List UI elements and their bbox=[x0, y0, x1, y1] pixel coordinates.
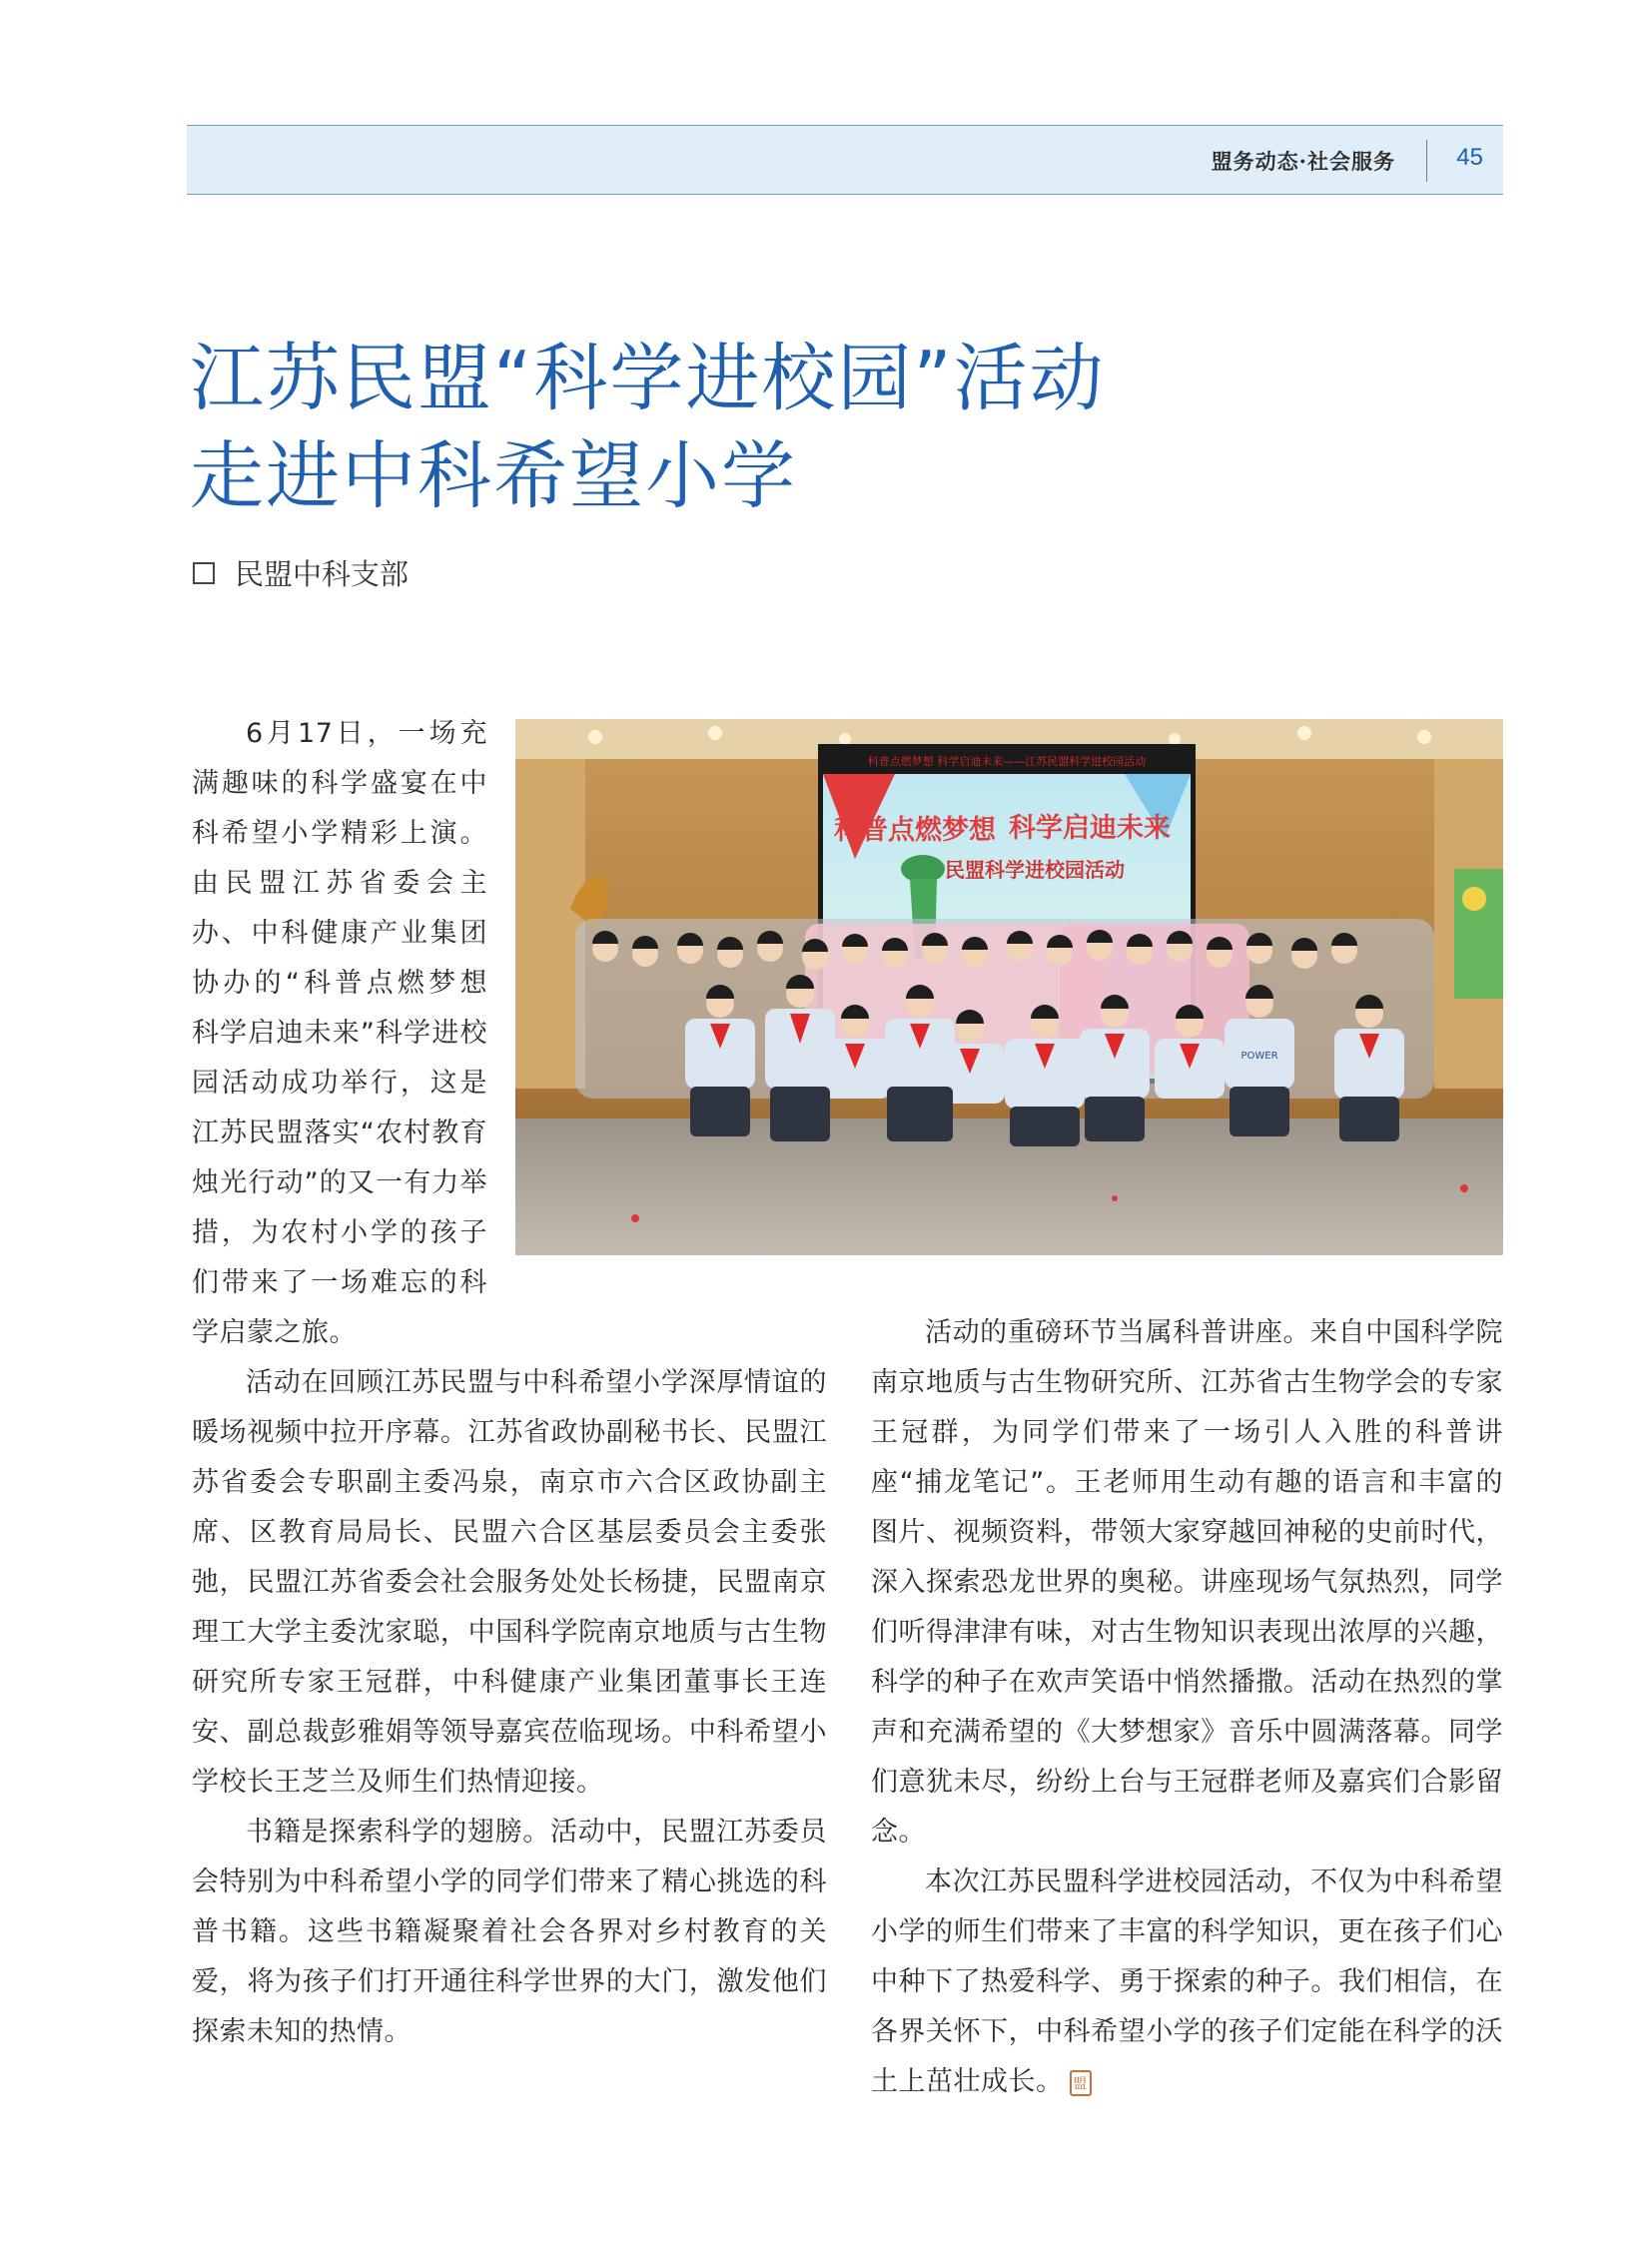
body-paragraph: 活动的重磅环节当属科普讲座。来自中国科学院南京地质与古生物研究所、江苏省古生物学会的专家王冠群，为同学们带来了一场引人入胜的科普讲座“捕龙笔记”。王老师用生动有趣的语言和丰富的图片、视频资料，带领大家穿越回神秘的史前时代，深入探索恐龙世界的奥秘。讲座现场气氛热烈，同学们听得津津有味，对古生物知识表现出浓厚的兴趣，科学的种子在欢声笑语中悄然播撒。活动在热烈的掌声和充满希望的《大梦想家》音乐中圆满落幕。同学们意犹未尽，纷纷上台与王冠群老师及嘉宾们合影留念。 bbox=[871, 1317, 1503, 1848]
event-group-photo bbox=[515, 719, 1503, 1255]
photo-screen-line-1: 科普点燃梦想 bbox=[834, 815, 996, 846]
body-paragraph-final bbox=[871, 1858, 1503, 2107]
square-bullet-icon bbox=[193, 562, 215, 584]
end-mark-icon: 盟 bbox=[1070, 2070, 1092, 2096]
running-header bbox=[187, 125, 1503, 195]
body-paragraph: 活动在回顾江苏民盟与中科希望小学深厚情谊的暖场视频中拉开序幕。江苏省政协副秘书长、民盟江苏省委会专职副主委冯泉，南京市六合区政协副主席、区教育局局长、民盟六合区基层委员会主委张弛，民盟江苏省委会社会服务处处长杨捷，民盟南京理工大学主委沈家聪，中国科学院南京地质与古生物研究所专家王冠群，中科健康产业集团董事长王连安、副总裁彭雅娟等领导嘉宾莅临现场。中科希望小学校长王芝兰及师生们热情迎接。 bbox=[192, 1367, 827, 1798]
group-photo-illustration bbox=[515, 719, 1503, 1255]
photo-screen-line-2: 科学启迪未来 bbox=[1009, 813, 1171, 844]
byline-author: 民盟中科支部 bbox=[235, 557, 410, 591]
lead-paragraph-block bbox=[192, 709, 487, 1358]
left-column bbox=[192, 1358, 827, 2057]
article-title bbox=[190, 330, 1106, 525]
title-line-1: 江苏民盟“科学进校园”活动 bbox=[190, 336, 1106, 421]
photo-banner-text: 科普点燃梦想 科学启迪未来——江苏民盟科学进校园活动 bbox=[867, 755, 1147, 768]
final-paragraph-text: 本次江苏民盟科学进校园活动，不仅为中科希望小学的师生们带来了丰富的科学知识，更在孩子们心中种下了热爱科学、勇于探索的种子。我们相信，在各界关怀下，中科希望小学的孩子们定能在科学的沃土上茁壮成长。 bbox=[871, 1867, 1503, 2097]
page-number: 45 bbox=[1456, 144, 1483, 171]
photo-screen-line-3: 民盟科学进校园活动 bbox=[945, 858, 1125, 882]
lead-paragraph: 6月17日，一场充满趣味的科学盛宴在中科希望小学精彩上演。由民盟江苏省委会主办、中科健康产业集团协办的“科普点燃梦想 科学启迪未来”科学进校园活动成功举行，这是江苏民盟落实“农村教育烛光行动”的又一有力举措，为农村小学的孩子们带来了一场难忘的科学启蒙之旅。 bbox=[192, 718, 487, 1348]
byline bbox=[193, 552, 409, 593]
section-label: 盟务动态·社会服务 bbox=[1211, 149, 1395, 174]
body-paragraph: 书籍是探索科学的翅膀。活动中，民盟江苏委员会特别为中科希望小学的同学们带来了精心挑选的科普书籍。这些书籍凝聚着社会各界对乡村教育的关爱，将为孩子们打开通往科学世界的大门，激发他们探索未知的热情。 bbox=[192, 1817, 827, 2047]
header-divider bbox=[1426, 140, 1428, 182]
title-line-2: 走进中科希望小学 bbox=[190, 433, 797, 519]
photo-shirt-text: POWER bbox=[1240, 1051, 1278, 1062]
right-column bbox=[871, 1308, 1503, 2107]
